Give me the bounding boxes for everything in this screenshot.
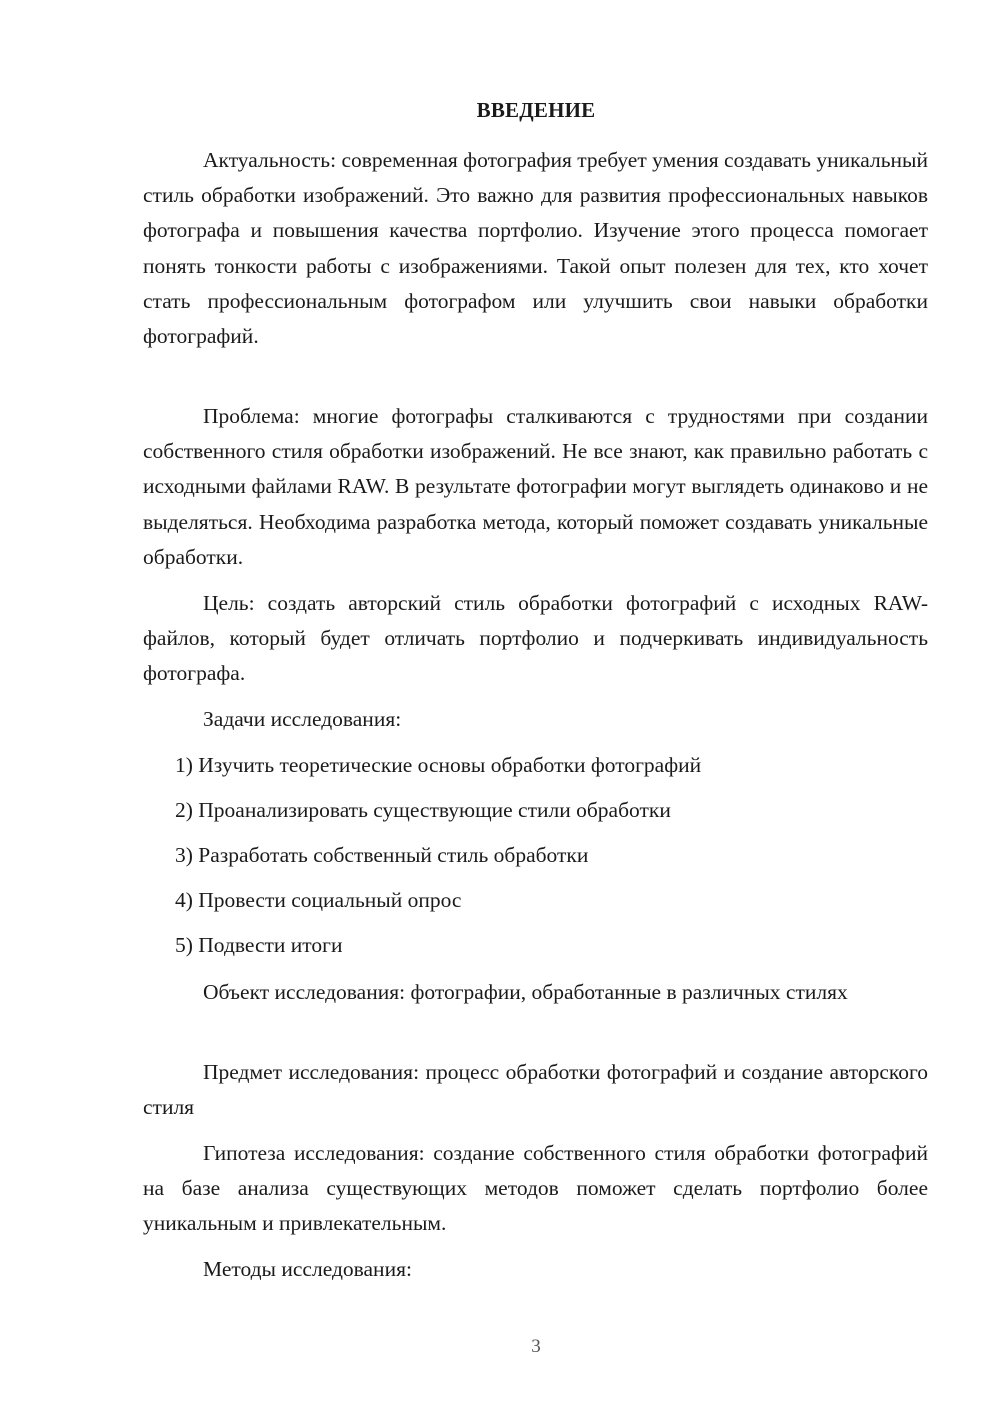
task-list-item: 4) Провести социальный опрос	[175, 888, 462, 912]
goal-paragraph: Цель: создать авторский стиль обработки фотографий с исходных RAW-файлов, который будет отличать портфолио и подчеркивать индивидуальность фотографа.	[143, 591, 928, 686]
relevance-paragraph: Актуальность: современная фотография требует умения создавать уникальный стиль обработки изображений. Это важно для развития профессиональных навыков фотографа и повышения качества портфолио. Изучение этого процесса помогает понять тонкости работы с изображениями. Такой опыт полезен для тех, кто хочет стать профессиональным фотографом или улучшить свои навыки обработки фотографий.	[143, 148, 928, 349]
page-number: 3	[531, 1336, 541, 1357]
methods-title: Методы исследования:	[203, 1257, 412, 1281]
tasks-title: Задачи исследования:	[203, 707, 402, 731]
hypothesis-paragraph: Гипотеза исследования: создание собственного стиля обработки фотографий на базе анализа существующих методов поможет сделать портфолио более уникальным и привлекательным.	[143, 1141, 928, 1236]
object-paragraph: Объект исследования: фотографии, обработанные в различных стилях	[203, 980, 848, 1004]
task-list-item: 1) Изучить теоретические основы обработки фотографий	[175, 753, 702, 777]
task-list-item: 3) Разработать собственный стиль обработки	[175, 843, 589, 867]
task-list-item: 5) Подвести итоги	[175, 933, 343, 957]
problem-paragraph: Проблема: многие фотографы сталкиваются с трудностями при создании собственного стиля обработки изображений. Не все знают, как правильно работать с исходными файлами RAW. В результате фотографии могут выглядеть одинаково и не выделяться. Необходима разработка метода, который поможет создавать уникальные обработки.	[143, 404, 928, 569]
section-heading: ВВЕДЕНИЕ	[476, 98, 596, 122]
task-list-item: 2) Проанализировать существующие стили обработки	[175, 798, 671, 822]
subject-paragraph: Предмет исследования: процесс обработки фотографий и создание авторского стиля	[143, 1060, 928, 1120]
